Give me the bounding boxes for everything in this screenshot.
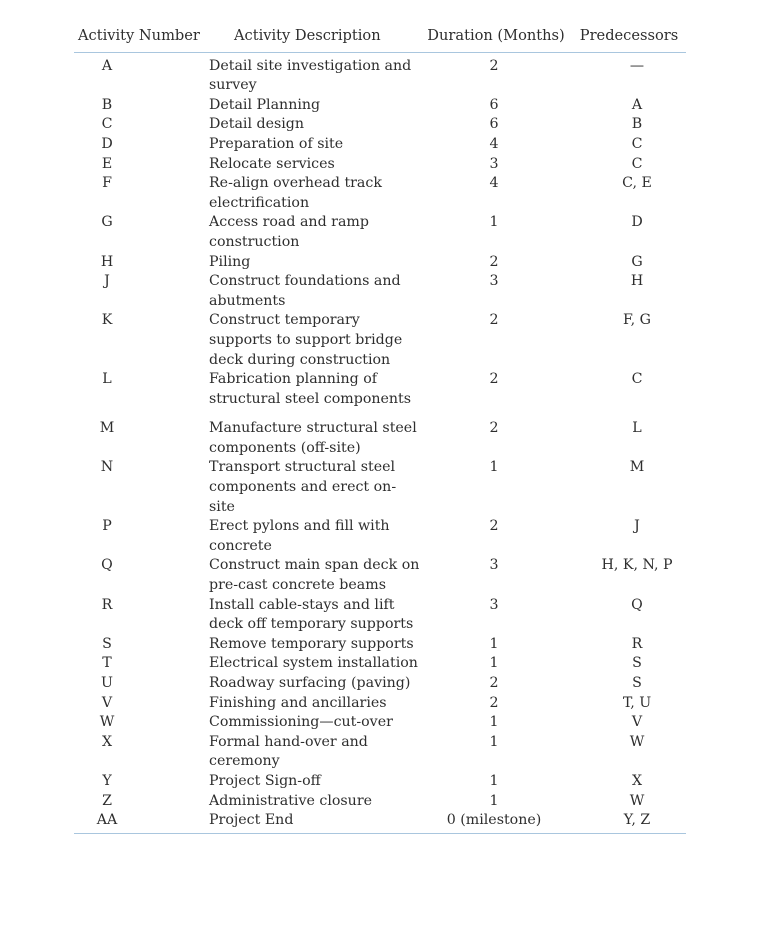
activity-table [74,22,686,831]
activity-duration: 1 [489,714,499,731]
activity-number: F [102,175,112,192]
table-header [74,22,686,52]
activity-number: Z [102,792,112,809]
activity-duration: 3 [489,273,499,290]
activity-duration: 2 [489,253,499,270]
activity-description: Construct foundations and abutments [209,273,401,309]
activity-number: B [101,96,113,113]
activity-predecessors: S [632,655,642,672]
activity-description: Construct main span deck on pre-cast concrete beams [209,557,420,594]
activity-number: E [101,155,113,172]
activity-number: N [100,459,114,476]
activity-description: Fabrication planning of structural steel components [209,371,412,407]
activity-description: Commissioning—cut-over [209,714,393,731]
activity-predecessors: W [629,733,645,750]
table-row [74,155,686,175]
activity-number: V [101,694,113,711]
activity-number: Q [101,557,113,574]
table-row [74,52,686,96]
table-row [74,135,686,155]
activity-duration: 1 [489,459,499,476]
activity-number: X [101,733,113,750]
activity-duration: 6 [489,96,499,113]
activity-predecessors: W [629,792,645,809]
activity-predecessors: B [631,116,643,133]
table-row [74,635,686,655]
activity-predecessors: D [631,214,643,231]
table-row [74,713,686,733]
activity-predecessors: C [631,135,643,152]
activity-number: W [99,714,115,731]
activity-number: A [101,57,113,74]
activity-description: Administrative closure [209,792,372,809]
table-row [74,272,686,311]
activity-duration: 0 (milestone) [446,812,542,829]
table-row [74,772,686,792]
header-activity-number: Activity Number [74,22,206,52]
activity-number: P [102,518,112,535]
activity-duration: 3 [489,557,499,574]
activity-number: S [102,635,112,652]
activity-description: Project End [209,812,294,829]
table-row [74,370,686,409]
activity-number: L [102,371,112,388]
activity-predecessors: M [629,459,645,476]
activity-duration: 6 [489,116,499,133]
header-predecessors: Predecessors [572,22,686,52]
activity-predecessors: S [632,675,642,691]
header-activity-description: Activity Description [206,22,420,52]
activity-duration: 1 [489,733,499,750]
table-row [74,174,686,213]
activity-duration: 2 [489,675,499,691]
table-row [74,409,686,458]
table-row [74,458,686,517]
table-row [74,733,686,772]
activity-number: R [101,596,113,613]
activity-description: Finishing and ancillaries [209,694,387,711]
table-row [74,654,686,674]
activity-duration: 4 [489,175,499,192]
table-row [74,694,686,714]
activity-description: Detail design [209,116,305,133]
activity-predecessors: H, K, N, P [601,557,673,574]
activity-predecessors: G [631,253,643,270]
activity-duration: 2 [489,694,499,711]
activity-number: J [104,273,110,290]
activity-description: Roadway surfacing (paving) [209,675,411,691]
activity-duration: 2 [489,518,499,535]
activity-predecessors: F, G [623,312,651,329]
activity-table-container [74,22,686,834]
activity-predecessors: Q [631,596,643,613]
activity-description: Manufacture structural steel components (off-site) [209,420,417,456]
activity-description: Relocate services [209,155,335,172]
activity-duration: 2 [489,57,499,74]
activity-predecessors: A [631,96,643,113]
table-row [74,596,686,635]
activity-description: Erect pylons and fill with concrete [209,518,390,554]
activity-duration: 4 [489,135,499,152]
table-row [74,115,686,135]
activity-description: Project Sign-off [209,772,321,789]
activity-description: Formal hand-over and ceremony [209,733,368,770]
activity-duration: 2 [489,371,499,388]
activity-duration: 3 [489,155,499,172]
activity-predecessors: J [634,518,640,535]
activity-duration: 1 [489,772,499,789]
table-row [74,96,686,116]
table-row [74,556,686,595]
activity-number: K [101,312,113,329]
activity-duration: 1 [489,214,499,231]
activity-predecessors: T, U [622,694,652,711]
activity-predecessors: H [630,273,644,290]
activity-duration: 3 [489,596,499,613]
table-row [74,792,686,812]
activity-duration: 1 [489,655,499,672]
activity-predecessors: — [629,57,645,74]
table-row [74,311,686,370]
activity-description: Construct temporary supports to support bridge deck during construction [209,312,403,368]
activity-number: Y [102,772,112,789]
table-row [74,213,686,252]
activity-predecessors: L [632,420,642,437]
table-row [74,674,686,694]
activity-description: Re-align overhead track electrification [209,175,382,211]
activity-description: Electrical system installation [209,655,418,672]
activity-duration: 1 [489,792,499,809]
activity-description: Transport structural steel components and erect on-site [209,459,397,515]
activity-predecessors: Y, Z [623,812,651,829]
table-row [74,253,686,273]
activity-description: Access road and ramp construction [209,214,369,250]
activity-number: H [100,253,114,270]
activity-predecessors: C [631,371,643,388]
activity-description: Detail site investigation and survey [209,57,412,94]
activity-description: Preparation of site [209,135,344,152]
activity-description: Remove temporary supports [209,635,414,652]
activity-predecessors: C [631,155,643,172]
activity-description: Piling [209,253,251,270]
activity-duration: 2 [489,312,499,329]
activity-duration: 2 [489,420,499,437]
table-row [74,517,686,556]
activity-number: AA [96,812,118,829]
header-row [74,22,686,52]
activity-description: Install cable-stays and lift deck off temporary supports [209,596,414,633]
activity-predecessors: C, E [622,175,652,192]
activity-number: G [101,214,113,231]
table-body [74,52,686,831]
activity-number: D [101,135,113,152]
header-duration: Duration (Months) [420,22,572,52]
activity-number: C [101,116,113,133]
table-row [74,811,686,831]
activity-predecessors: R [631,635,643,652]
activity-number: U [101,675,113,691]
activity-predecessors: X [631,772,643,789]
activity-number: T [102,655,112,672]
activity-description: Detail Planning [209,96,321,113]
table-bottom-rule [74,833,686,834]
activity-predecessors: V [631,714,643,731]
activity-number: M [99,420,115,437]
activity-duration: 1 [489,635,499,652]
